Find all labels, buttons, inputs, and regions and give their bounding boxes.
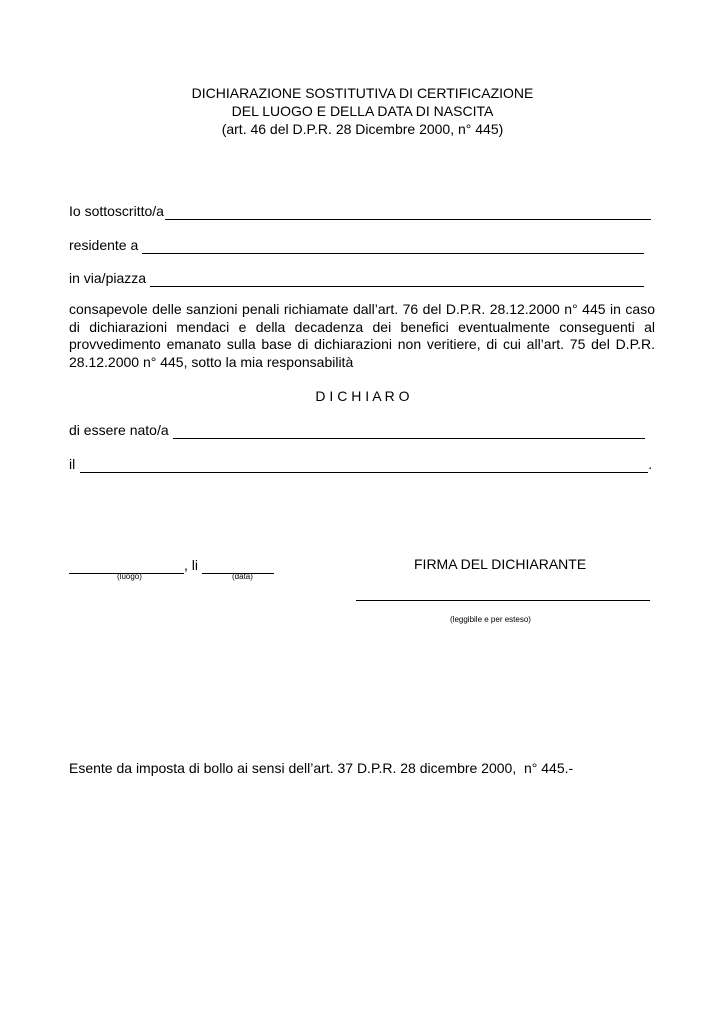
document-title-line3: (art. 46 del D.P.R. 28 Dicembre 2000, n° 445) — [221, 121, 504, 137]
field-nato — [69, 421, 645, 439]
field-sottoscritto-line[interactable] — [165, 205, 651, 220]
document-title-line2: DEL LUOGO E DELLA DATA DI NASCITA — [231, 103, 494, 119]
signature-line[interactable] — [356, 600, 650, 601]
field-il — [69, 455, 652, 473]
luogo-caption: (luogo) — [117, 572, 142, 581]
field-residente-line[interactable] — [142, 239, 644, 254]
field-via-label: in via/piazza — [69, 270, 147, 286]
place-date-separator: , li — [184, 557, 198, 573]
field-il-line[interactable] — [80, 458, 648, 473]
signature-title: FIRMA DEL DICHIARANTE — [414, 556, 587, 572]
declaration-paragraph: consapevole delle sanzioni penali richiamate dall’art. 76 del D.P.R. 28.12.2000 n° 445 in caso di dichiarazioni mendaci e della decadenza dei benefici eventualmente conseguenti al provvedimento emanato sulla base di dichiarazioni non veritiere, di cui all’art. 75 del D.P.R. 28.12.2000 n° 445, sotto la mia responsabilità — [69, 301, 655, 370]
dichiaro-heading: D I C H I A R O — [315, 388, 410, 404]
field-nato-label: di essere nato/a — [69, 422, 169, 438]
field-sottoscritto-label: Io sottoscritto/a — [69, 203, 164, 219]
field-via-line[interactable] — [150, 272, 644, 287]
document-title-line1: DICHIARAZIONE SOSTITUTIVA DI CERTIFICAZIONE — [191, 85, 534, 101]
field-sottoscritto — [69, 202, 651, 220]
field-nato-line[interactable] — [173, 424, 645, 439]
stamp-duty-note: Esente da imposta di bollo ai sensi dell’art. 37 D.P.R. 28 dicembre 2000, n° 445.- — [69, 760, 574, 776]
field-residente — [69, 236, 644, 254]
field-via — [69, 269, 644, 287]
signature-caption: (leggibile e per esteso) — [450, 615, 531, 624]
data-caption: (data) — [232, 572, 253, 581]
field-residente-label: residente a — [69, 237, 139, 253]
field-il-end: . — [648, 456, 653, 472]
field-il-label: il — [69, 456, 76, 472]
